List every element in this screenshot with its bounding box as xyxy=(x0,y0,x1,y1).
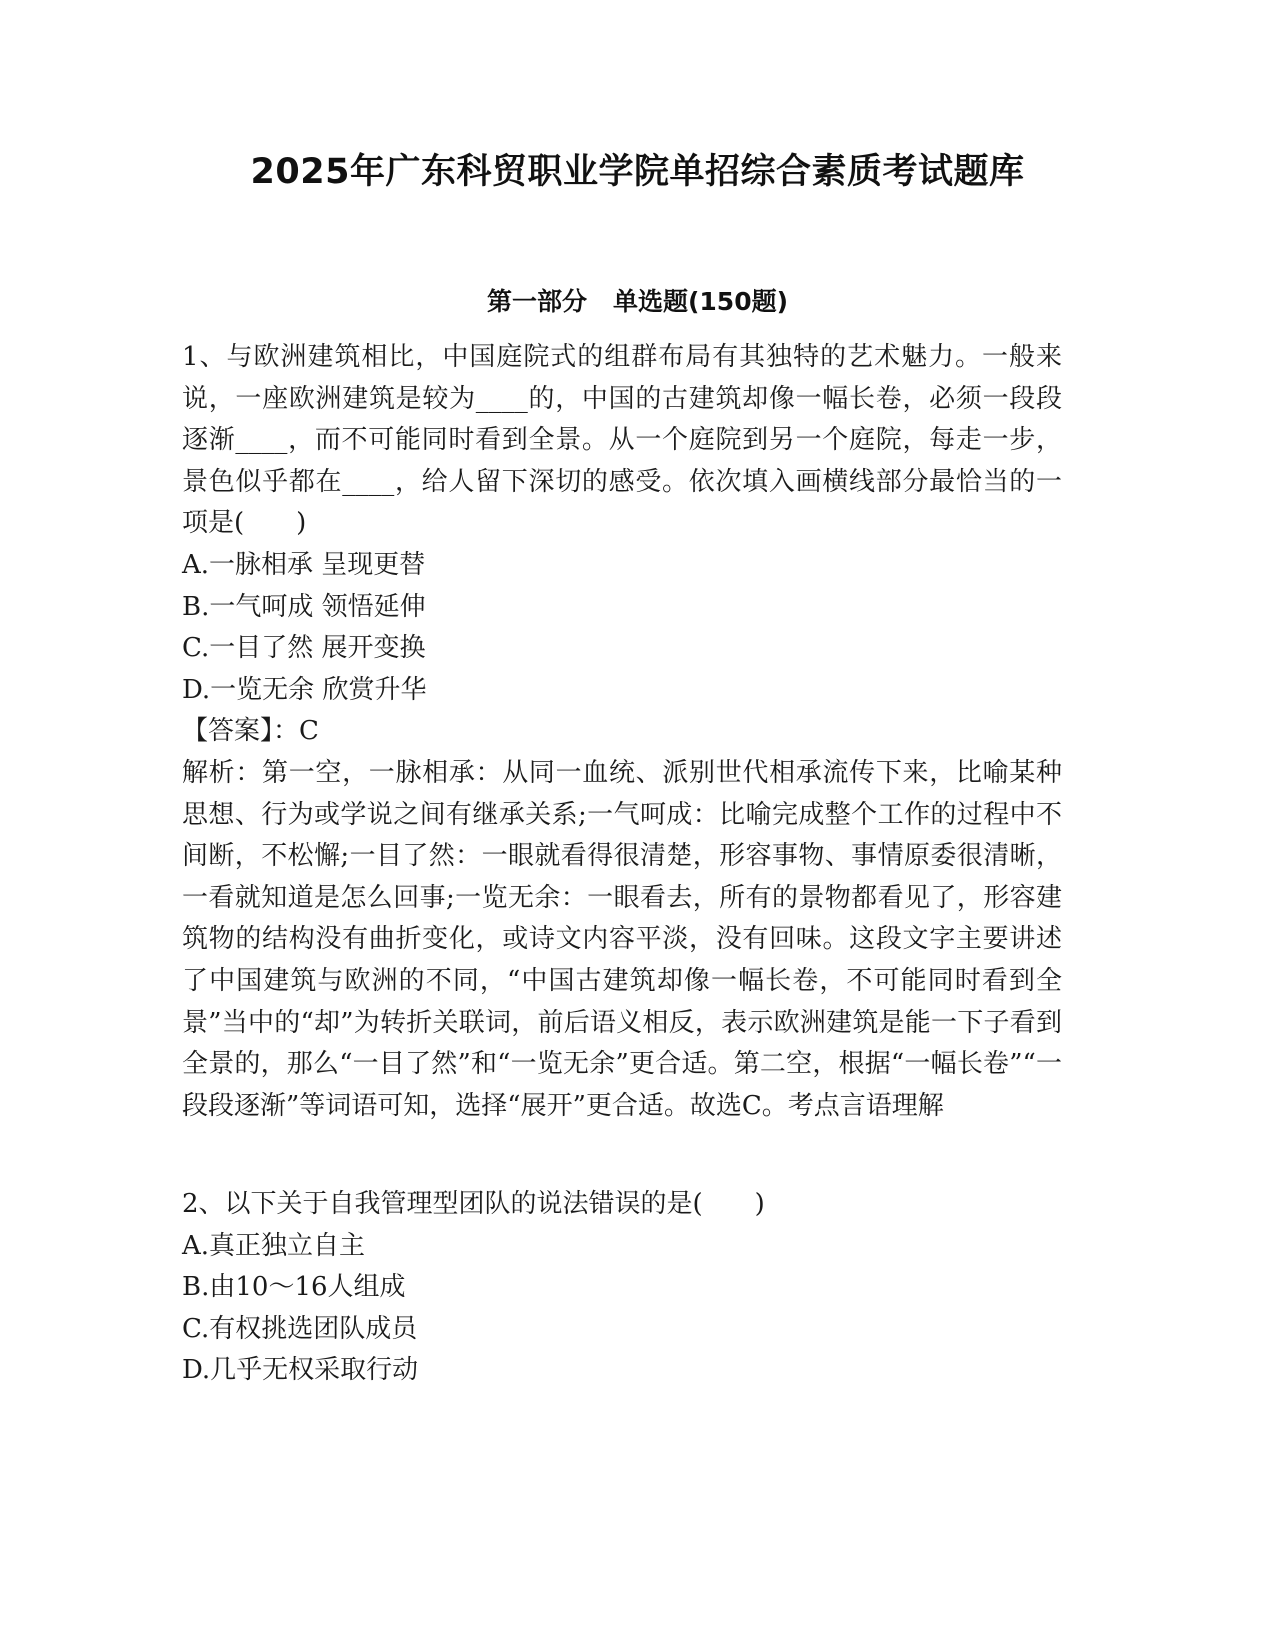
option-a: A.真正独立自主 xyxy=(182,1230,366,1261)
question-stem: 2、以下关于自我管理型团队的说法错误的是( ) xyxy=(182,1189,765,1219)
section-part: 第一部分 xyxy=(486,287,587,316)
option-b: B.由10～16人组成 xyxy=(182,1272,406,1303)
option-b: B.一气呵成 领悟延伸 xyxy=(182,591,426,622)
question-2 xyxy=(182,1184,1062,1392)
document-title: 2025年广东科贸职业学院单招综合素质考试题库 xyxy=(250,152,1025,192)
question-1 xyxy=(182,337,1062,1127)
answer-label: 【答案】：C xyxy=(182,716,319,747)
analysis-text: 解析：第一空，一脉相承：从同一血统、派别世代相承流传下来，比喻某种思想、行为或学说之间有继承关系;一气呵成：比喻完成整个工作的过程中不间断，不松懈;一目了然：一眼就看得很清楚，形容事物、事情原委很清晰，一看就知道是怎么回事;一览无余：一眼看去，所有的景物都看见了，形容建筑物的结构没有曲折变化，或诗文内容平淡，没有回味。这段文字主要讲述了中国建筑与欧洲的不同，“中国古建筑却像一幅长卷，不可能同时看到全景”当中的“却”为转折关联词，前后语义相反，表示欧洲建筑是能一下子看到全景的，那么“一目了然”和“一览无余”更合适。第二空，根据“一幅长卷”“一段段逐渐”等词语可知，选择“展开”更合适。故选C。考点言语理解 xyxy=(182,757,1062,1121)
question-stem: 1、与欧洲建筑相比，中国庭院式的组群布局有其独特的艺术魅力。一般来说，一座欧洲建筑是较为____的，中国的古建筑却像一幅长卷，必须一段段逐渐____，而不可能同时看到全景。从一个庭院到另一个庭院，每走一步，景色似乎都在____，给人留下深切的感受。依次填入画横线部分最恰当的一项是( ) xyxy=(182,342,1062,539)
section-heading xyxy=(0,284,1275,320)
option-a: A.一脉相承 呈现更替 xyxy=(182,549,426,580)
option-c: C.有权挑选团队成员 xyxy=(182,1313,418,1344)
section-name: 单选题(150题) xyxy=(612,287,789,316)
option-d: D.一览无余 欣赏升华 xyxy=(182,674,427,705)
option-c: C.一目了然 展开变换 xyxy=(182,633,426,664)
option-d: D.几乎无权采取行动 xyxy=(182,1355,419,1386)
